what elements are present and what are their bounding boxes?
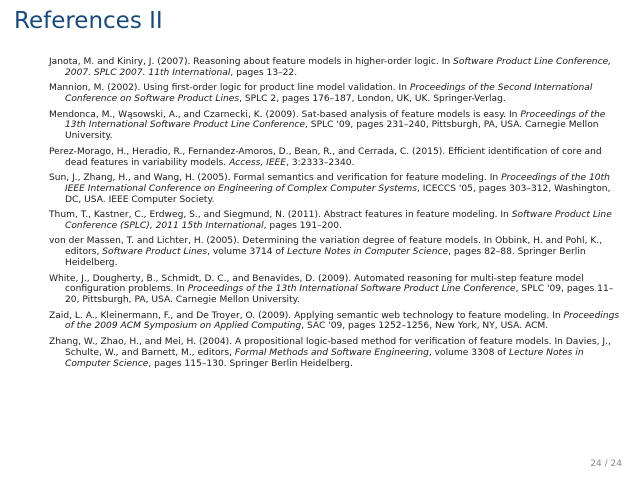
reference-text: , pages 13–22. [230, 67, 298, 78]
reference-text: , volume 3714 of [207, 247, 288, 258]
reference-text: Perez-Morago, H., Heradio, R., Fernandez-Amoros, D., Bean, R., and Cerrada, C. (2015). Efficient identification of core and dead features in variability models. [49, 146, 602, 168]
reference-item [49, 274, 623, 307]
reference-text: , SPLC '09, pages 11–20, Pittsburgh, PA, USA. Carnegie Mellon University. [65, 284, 614, 306]
reference-text: Zaid, L. A., Kleinermann, F., and De Troyer, O. (2009). Applying semantic web technology to feature modeling. In [49, 310, 564, 321]
reference-text: White, J., Dougherty, B., Schmidt, D. C., and Benavides, D. (2009). Automated reasoning for multi-step feature model configuration problems. In [49, 273, 584, 295]
reference-item [49, 83, 623, 105]
reference-text: , SPLC '09, pages 231–240, Pittsburgh, PA, USA. Carnegie Mellon University. [65, 120, 599, 142]
reference-item [49, 57, 623, 79]
reference-venue: Software Product Lines [102, 247, 208, 258]
reference-venue: Proceedings of the 10th IEEE International Conference on Engineering of Complex Computer Systems [65, 172, 610, 194]
reference-text: , pages 82–88. Springer Berlin Heidelberg. [65, 247, 586, 269]
reference-venue: Software Product Line Conference, 2007. SPLC 2007. 11th International [65, 57, 612, 78]
reference-text: Thum, T., Kastner, C., Erdweg, S., and Siegmund, N. (2011). Abstract features in feature modeling. In [49, 210, 512, 221]
reference-venue: Proceedings of the Second International Conference on Software Product Lines [65, 83, 593, 105]
reference-text: von der Massen, T. and Lichter, H. (2005). Determining the variation degree of feature models. In Obbink, H. and Pohl, K., editors, [49, 236, 603, 258]
reference-item [49, 311, 623, 333]
reference-text: Mendonca, M., Wąsowski, A., and Czarnecki, K. (2009). Sat-based analysis of feature models is easy. In [49, 109, 521, 120]
slide-title: References II [14, 8, 163, 34]
reference-text: , SPLC 2, pages 176–187, London, UK, UK. Springer-Verlag. [239, 94, 506, 105]
reference-text: Zhang, W., Zhao, H., and Mei, H. (2004). A propositional logic-based method for verification of feature models. In Davies, J., Schulte, W., and Barnett, M., editors, [49, 336, 611, 358]
reference-text: , pages 115–130. Springer Berlin Heidelberg. [148, 358, 353, 369]
reference-venue: Formal Methods and Software Engineering [234, 347, 429, 358]
reference-list [49, 57, 623, 374]
reference-venue: Lecture Notes in Computer Science [287, 247, 449, 258]
reference-item [49, 147, 623, 169]
reference-text: Janota, M. and Kiniry, J. (2007). Reasoning about feature models in higher-order logic. In [49, 57, 454, 67]
reference-text: Sun, J., Zhang, H., and Wang, H. (2005). Formal semantics and verification for feature modeling. In [49, 172, 502, 183]
reference-text: Mannion, M. (2002). Using first-order logic for product line model validation. In [49, 83, 410, 94]
reference-text: , pages 191–200. [263, 220, 342, 231]
reference-item [49, 173, 623, 206]
reference-text: , SAC '09, pages 1252–1256, New York, NY, USA. ACM. [301, 321, 549, 332]
reference-text: , 3:2333–2340. [286, 157, 355, 168]
reference-text: , volume 3308 of [428, 347, 509, 358]
reference-venue: Proceedings of the 13th International Software Product Line Conference [187, 284, 516, 295]
page-number: 24 / 24 [590, 459, 622, 469]
reference-item [49, 110, 623, 143]
reference-item [49, 210, 623, 232]
reference-venue: Access, IEEE [229, 157, 287, 168]
reference-venue: Lecture Notes in Computer Science [65, 347, 584, 369]
reference-venue: Software Product Line Conference (SPLC), 2011 15th International [65, 210, 612, 231]
reference-text: , ICECCS '05, pages 303–312, Washington, DC, USA. IEEE Computer Society. [65, 183, 611, 205]
reference-item [49, 236, 623, 269]
reference-item [49, 337, 623, 370]
reference-venue: Proceedings of the 13th International Software Product Line Conference [65, 109, 606, 131]
reference-venue: Proceedings of the 2009 ACM Symposium on Applied Computing [65, 310, 620, 332]
